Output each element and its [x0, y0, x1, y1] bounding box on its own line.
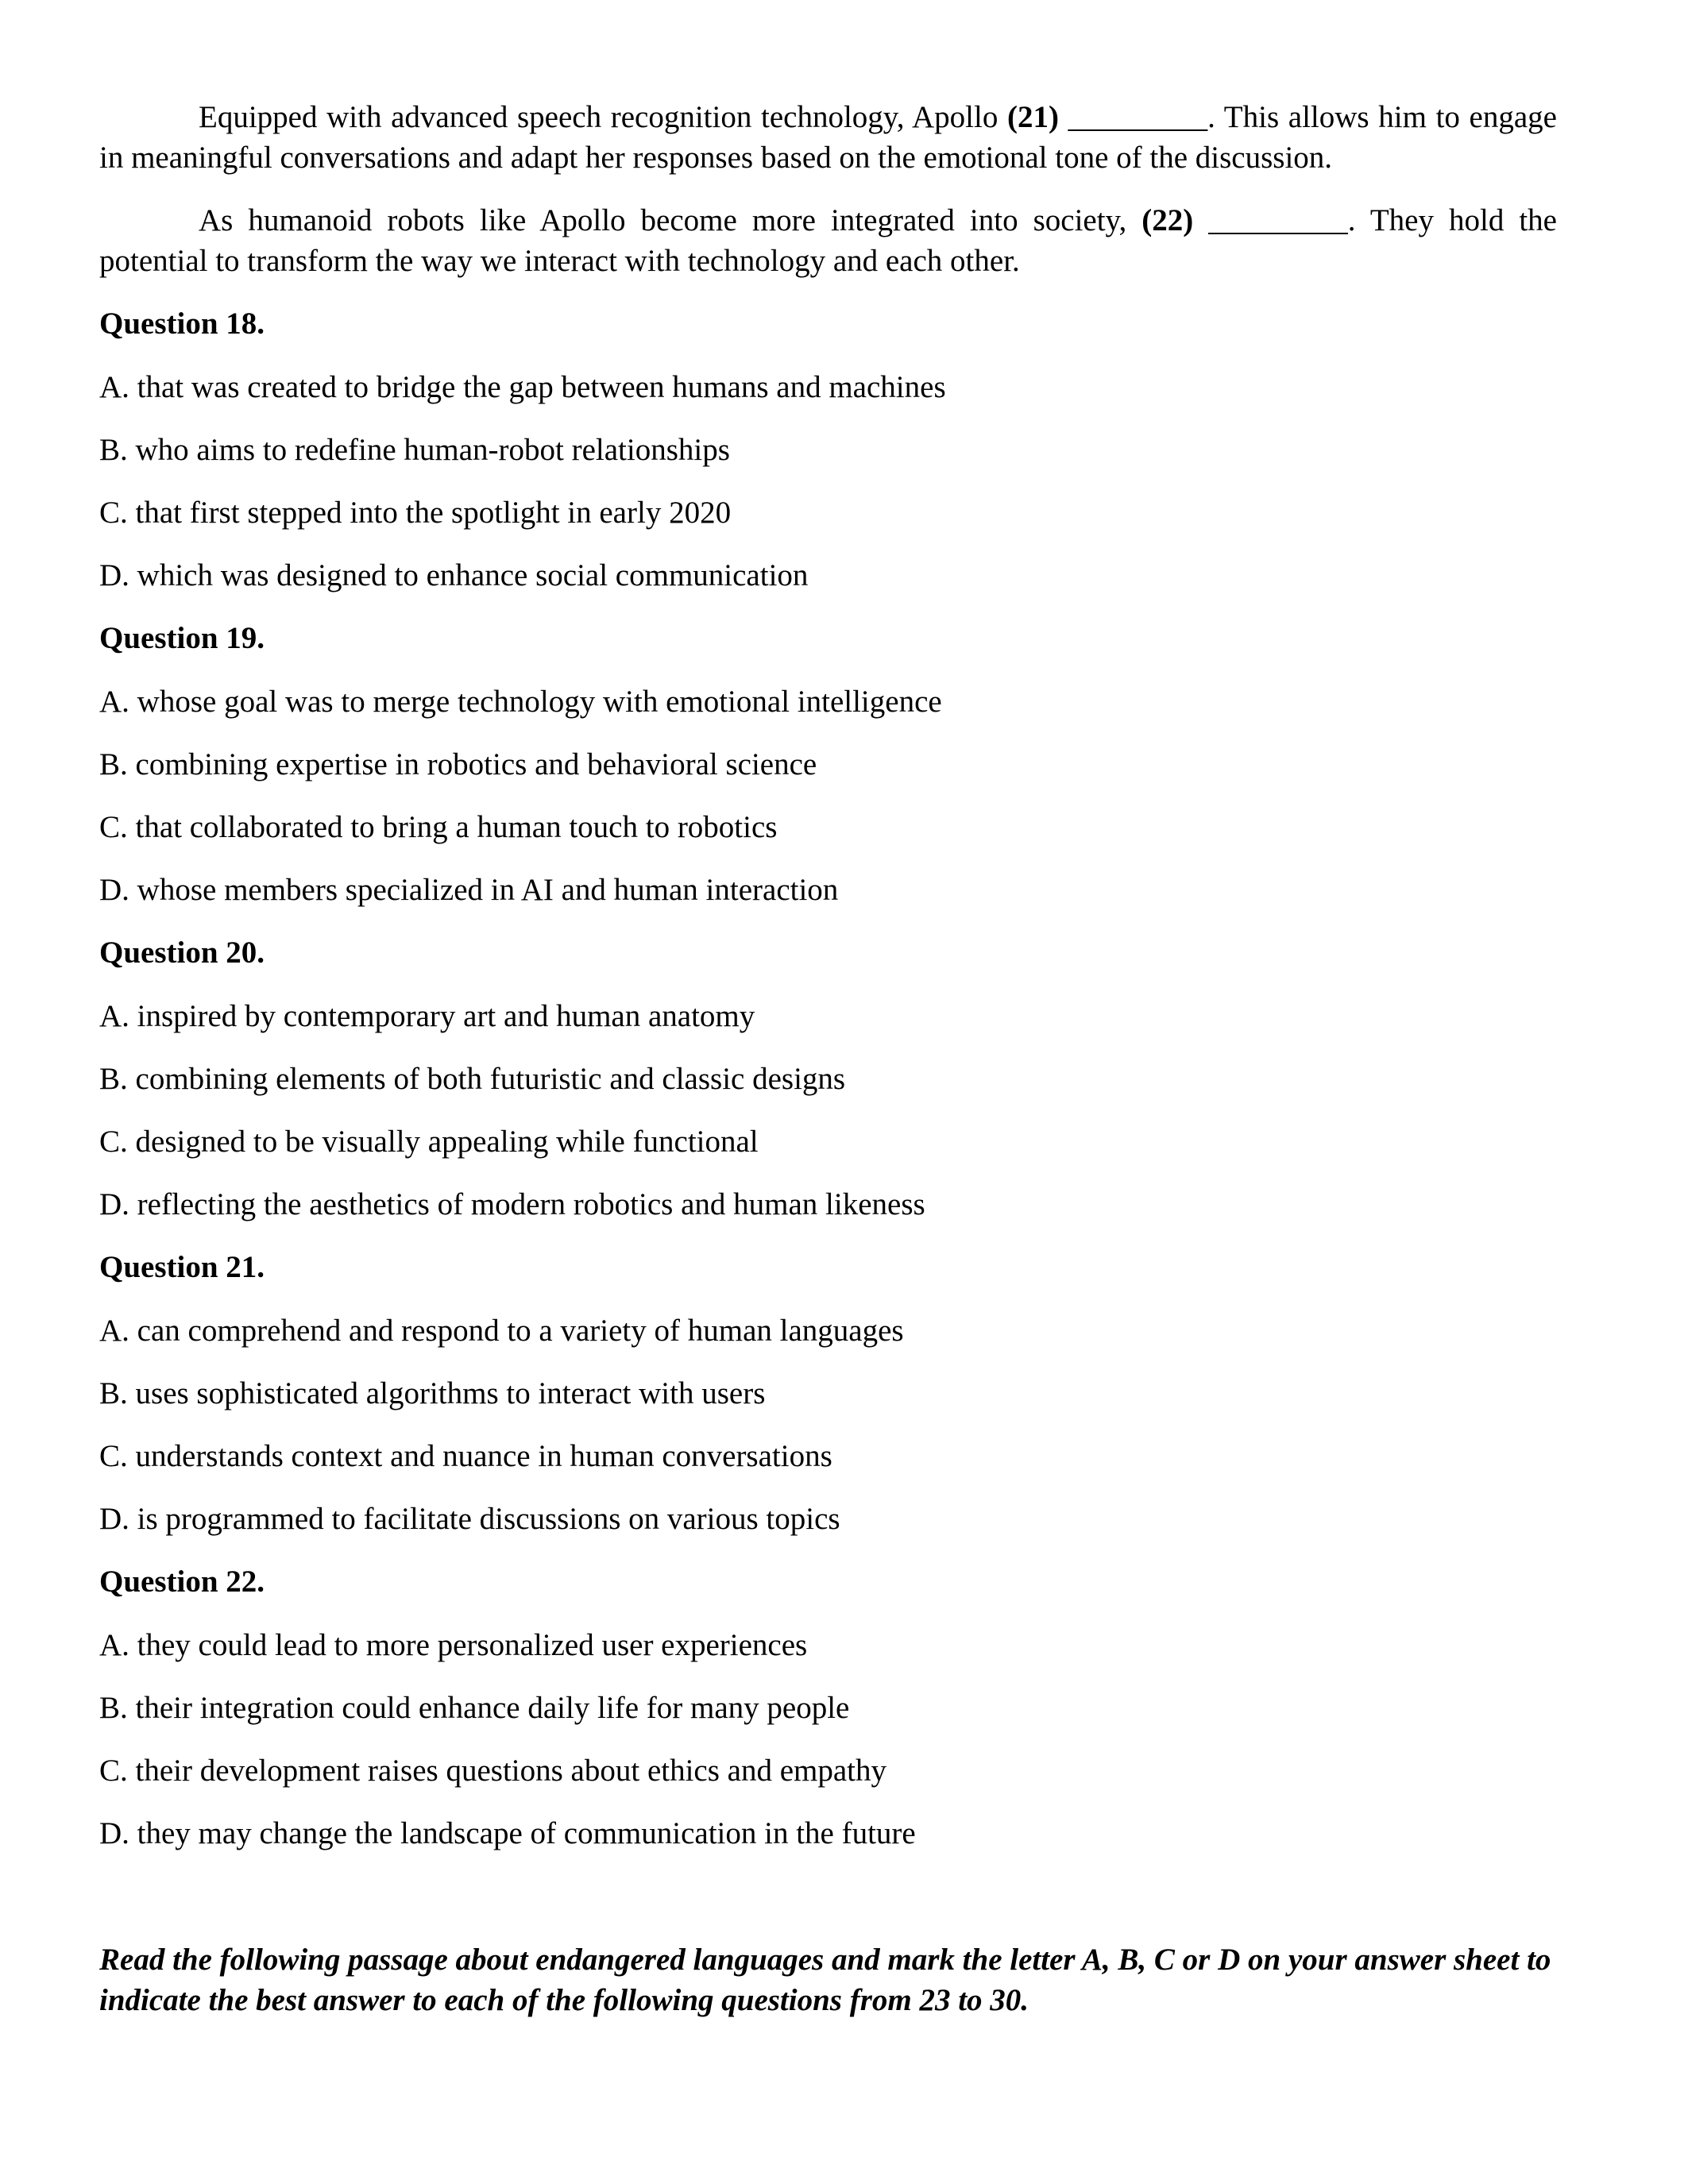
- answer-option-b: B. uses sophisticated algorithms to interact with users: [99, 1376, 766, 1410]
- answer-option-c: C. understands context and nuance in human conversations: [99, 1439, 832, 1473]
- answer-option-c: C. that collaborated to bring a human touch to robotics: [99, 810, 778, 844]
- question-title: Question 19.: [99, 621, 265, 655]
- answer-option-c: C. that first stepped into the spotlight in early 2020: [99, 496, 732, 530]
- answer-option-b: B. combining expertise in robotics and behavioral science: [99, 747, 817, 781]
- answer-option-b: B. combining elements of both futuristic and classic designs: [99, 1062, 846, 1096]
- passage-paragraph-22: [99, 200, 1557, 281]
- document-page: [99, 97, 1557, 2020]
- answer-option-b: B. their integration could enhance daily life for many people: [99, 1691, 850, 1725]
- question-title: Question 21.: [99, 1250, 265, 1284]
- answer-option-d: D. whose members specialized in AI and human interaction: [99, 873, 839, 907]
- answer-option-a: A. whose goal was to merge technology with emotional intelligence: [99, 685, 942, 719]
- answer-option-c: C. their development raises questions about ethics and empathy: [99, 1754, 887, 1788]
- passage-text: _________. They hold the potential to transform the way we interact with technology and each other.: [99, 203, 1557, 278]
- question-title: Question 20.: [99, 936, 265, 970]
- answer-option-b: B. who aims to redefine human-robot relationships: [99, 433, 730, 467]
- answer-option-d: D. they may change the landscape of communication in the future: [99, 1816, 916, 1850]
- answer-option-d: D. reflecting the aesthetics of modern robotics and human likeness: [99, 1187, 925, 1221]
- question-19: [99, 618, 1557, 910]
- question-18: [99, 303, 1557, 596]
- passage-text: _________. This allows him to engage in meaningful conversations and adapt her responses based on the emotional tone of the discussion.: [99, 100, 1557, 175]
- question-title: Question 22.: [99, 1565, 265, 1599]
- question-21: [99, 1247, 1557, 1539]
- answer-option-a: A. they could lead to more personalized user experiences: [99, 1628, 808, 1662]
- blank-number: (21): [1006, 100, 1059, 134]
- question-22: [99, 1561, 1557, 1854]
- answer-option-d: D. which was designed to enhance social communication: [99, 558, 809, 592]
- blank-number: (22): [1141, 203, 1194, 237]
- question-title: Question 18.: [99, 307, 265, 341]
- answer-option-a: A. can comprehend and respond to a variety of human languages: [99, 1314, 904, 1348]
- passage-text: Equipped with advanced speech recognition technology, Apollo: [199, 100, 1007, 134]
- answer-option-a: A. inspired by contemporary art and human anatomy: [99, 999, 755, 1033]
- answer-option-c: C. designed to be visually appealing while functional: [99, 1125, 759, 1159]
- passage-paragraph-21: [99, 97, 1557, 178]
- section-instruction: Read the following passage about endangered languages and mark the letter A, B, C or D on your answer sheet to indicate the best answer to each of the following questions from 23 to 30.: [99, 1943, 1551, 2017]
- passage-text: As humanoid robots like Apollo become more integrated into society,: [199, 203, 1142, 237]
- question-20: [99, 932, 1557, 1225]
- answer-option-d: D. is programmed to facilitate discussions on various topics: [99, 1502, 840, 1536]
- answer-option-a: A. that was created to bridge the gap between humans and machines: [99, 370, 946, 404]
